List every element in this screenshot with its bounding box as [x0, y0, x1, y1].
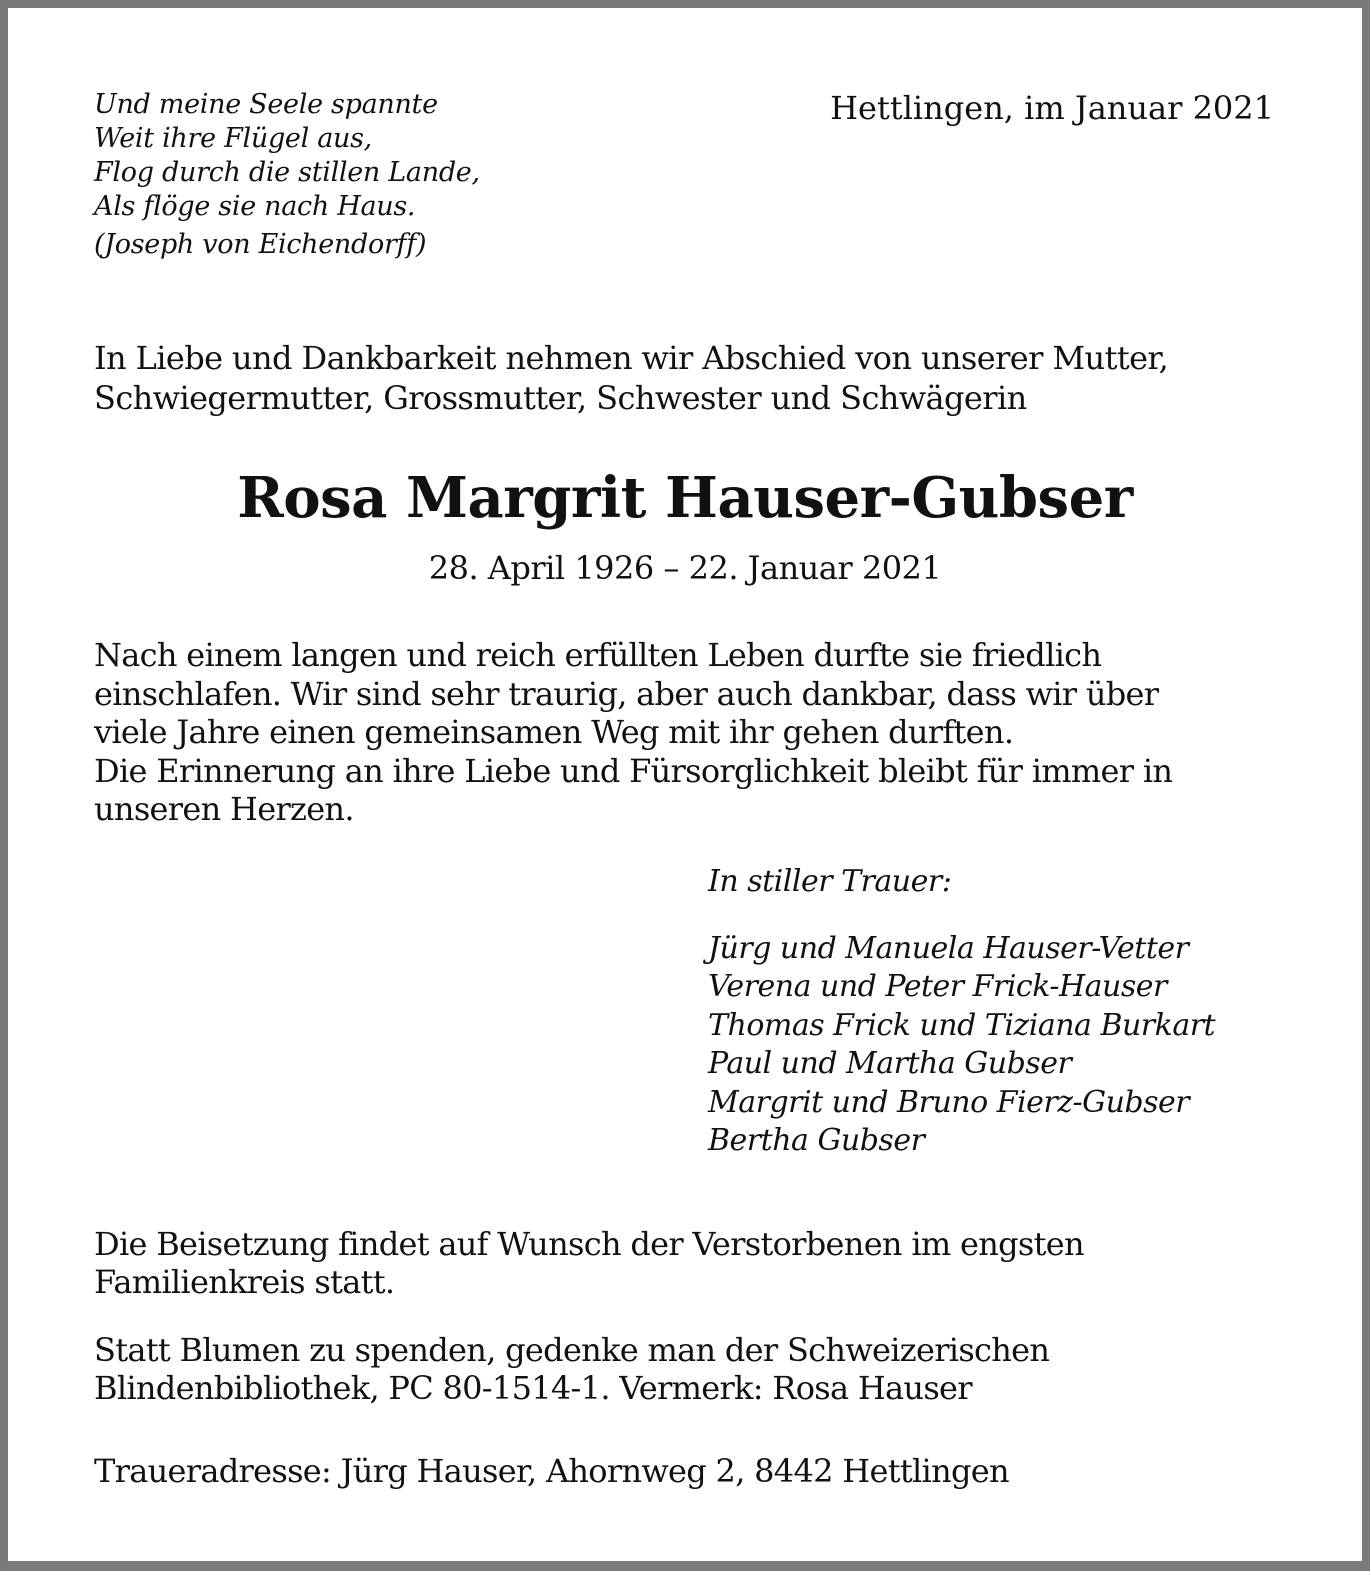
deceased-name: Rosa Margrit Hauser-Gubser — [237, 465, 1133, 531]
memorial-line: Die Erinnerung an ihre Liebe und Fürsorglichkeit bleibt für immer in — [94, 751, 1173, 790]
donation-line: Blindenbibliothek, PC 80-1514-1. Vermerk: Rosa Hauser — [94, 1369, 972, 1407]
memorial-line: viele Jahre einen gemeinsamen Weg mit ihr gehen durften. — [94, 713, 1014, 751]
mourner-name: Paul und Martha Gubser — [708, 1046, 1072, 1081]
memorial-line: einschlafen. Wir sind sehr traurig, aber auch dankbar, dass wir über — [94, 674, 1159, 713]
burial-line: Die Beisetzung findet auf Wunsch der Verstorbenen im engsten — [94, 1225, 1084, 1263]
burial-line: Familienkreis statt. — [94, 1263, 395, 1301]
poem-line: Flog durch die stillen Lande, — [94, 157, 480, 188]
mourner-name: Margrit und Bruno Fierz-Gubser — [708, 1084, 1190, 1120]
life-dates: 28. April 1926 – 22. Januar 2021 — [428, 549, 942, 587]
memorial-line: unseren Herzen. — [94, 790, 354, 828]
poem-line: Und meine Seele spannte — [94, 89, 438, 120]
memorial-line: Nach einem langen und reich erfüllten Leben durfte sie friedlich — [94, 636, 1102, 674]
poem-line: Weit ihre Flügel aus, — [94, 123, 372, 154]
poem-author: (Joseph von Eichendorff) — [94, 229, 427, 260]
intro-text — [94, 338, 1168, 418]
obituary-page — [8, 8, 1362, 1561]
mourner-name: Verena und Peter Frick-Hauser — [708, 969, 1167, 1004]
poem-line: Als flöge sie nach Haus. — [94, 191, 416, 222]
donation-line: Statt Blumen zu spenden, gedenke man der Schweizerischen — [94, 1331, 1050, 1369]
address-line: Traueradresse: Jürg Hauser, Ahornweg 2, 8442 Hettlingen — [94, 1452, 1009, 1490]
mourners-list — [708, 863, 1215, 1161]
memorial-text — [94, 636, 1172, 829]
poem-quote — [94, 88, 480, 262]
mourner-name: Thomas Frick und Tiziana Burkart — [708, 1007, 1216, 1043]
donation-note — [94, 1331, 1049, 1407]
mourning-address — [94, 1452, 1009, 1490]
mourners-heading: In stiller Trauer: — [708, 864, 952, 899]
place-date: Hettlingen, im Januar 2021 — [830, 89, 1274, 127]
mourner-name: Bertha Gubser — [708, 1123, 925, 1158]
intro-line: Schwiegermutter, Grossmutter, Schwester und Schwägerin — [94, 379, 1027, 417]
mourner-name: Jürg und Manuela Hauser-Vetter — [708, 930, 1189, 966]
intro-line: In Liebe und Dankbarkeit nehmen wir Abschied von unserer Mutter, — [94, 339, 1169, 377]
burial-note — [94, 1225, 1084, 1301]
